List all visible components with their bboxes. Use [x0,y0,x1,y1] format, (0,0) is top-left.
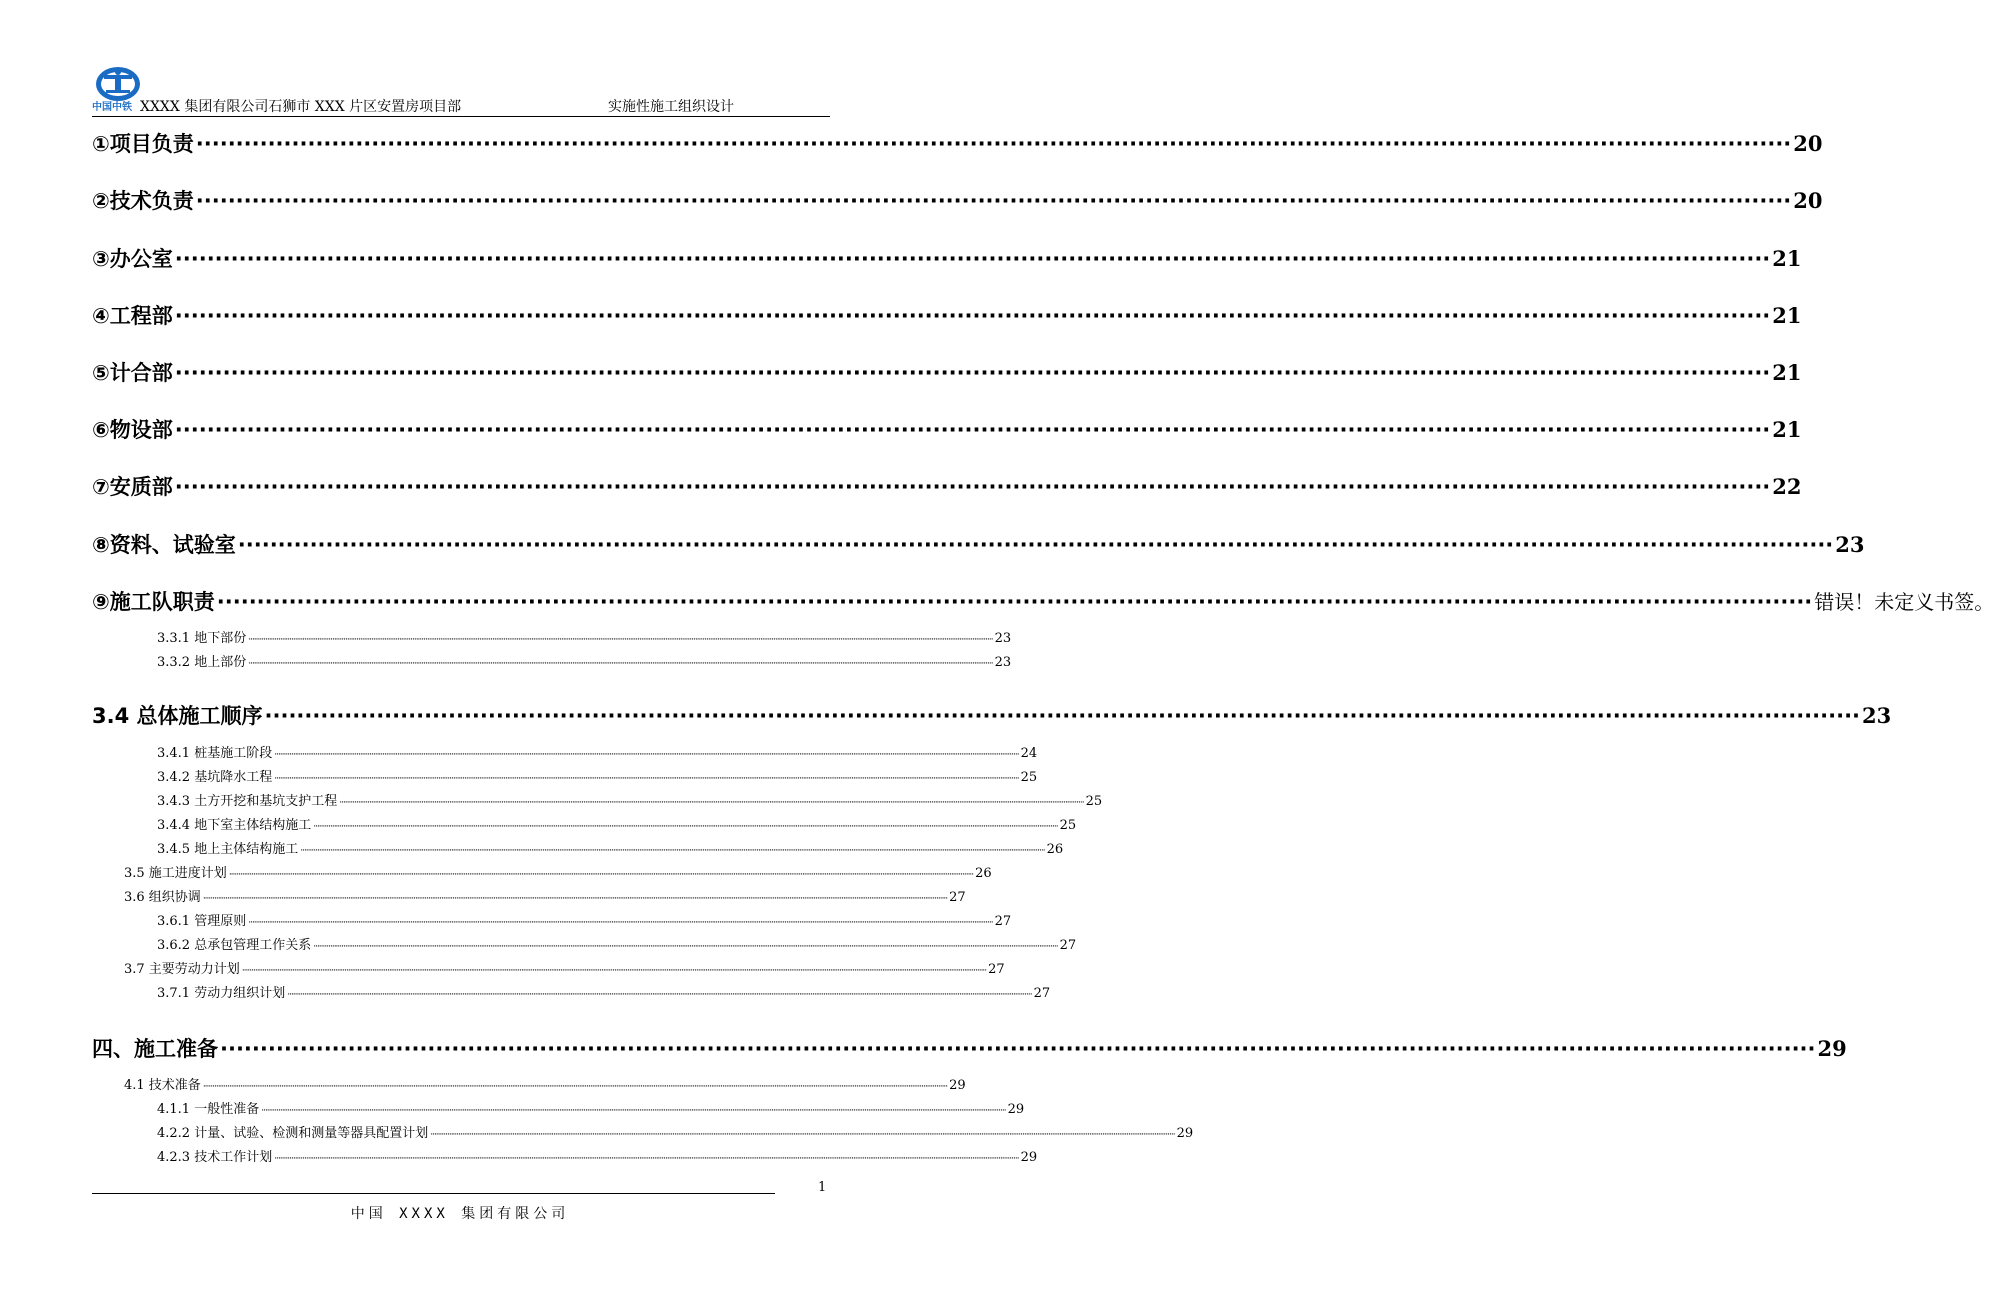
toc-entry[interactable] [92,1033,1847,1063]
toc-entry-title: 3.3.1 地下部份 [157,631,247,646]
toc-entry[interactable] [157,766,1038,785]
toc-entry-page: 25 [1085,794,1103,809]
toc-dot-leader: ········································································································································································································ [216,590,1813,614]
toc-entry[interactable] [124,1074,966,1093]
toc-entry-page: 27 [994,914,1012,929]
toc-entry[interactable] [157,627,1012,646]
toc-dot-leader: ········································································································································································································ [220,1037,1816,1061]
logo-text: 中国中铁 [92,102,132,113]
toc-entry-title: 4.1 技术准备 [124,1078,201,1093]
toc-entry-title: 4.2.3 技术工作计划 [157,1150,273,1165]
toc-entry[interactable] [157,838,1064,857]
toc-entry[interactable] [124,886,966,905]
toc-entry[interactable] [124,958,1005,977]
toc-entry[interactable] [157,910,1012,929]
toc-entry[interactable] [92,243,1802,273]
toc-entry-page: 25 [1020,770,1038,785]
header-document-title: 实施性施工组织设计 [608,99,734,115]
toc-entry[interactable] [157,790,1103,809]
toc-entry-page: 23 [994,655,1012,670]
toc-entry-title: 3.4.1 桩基施工阶段 [157,746,273,761]
toc-dot-leader: ················································································································································································································································································································································································································ [202,1082,948,1092]
toc-entry-page: 21 [1772,417,1802,442]
page-number: 1 [818,1180,827,1195]
toc-entry-page: 29 [1020,1150,1038,1165]
toc-dot-leader: ················································································································································································································································································································································································································ [261,1106,1006,1116]
toc-entry[interactable] [92,185,1823,215]
toc-dot-leader: ················································································································································································································································································································································································································ [274,1154,1019,1164]
toc-dot-leader: ················································································································································································································································································································································································································ [228,870,974,880]
toc-dot-leader: ········································································································································································································ [195,132,1792,156]
toc-entry[interactable] [157,814,1077,833]
toc-entry-page: 29 [1007,1102,1025,1117]
toc-entry[interactable] [157,1122,1194,1141]
footer-divider [92,1193,775,1194]
toc-entry-title: 3.6.2 总承包管理工作关系 [157,938,312,953]
toc-dot-leader: ················································································································································································································································································································································································································ [313,942,1058,952]
header-divider [92,116,830,117]
toc-entry-title: 4.1.1 一般性准备 [157,1102,260,1117]
toc-entry[interactable] [157,742,1038,761]
toc-entry-page: 26 [1046,842,1064,857]
toc-entry-title: 3.7.1 劳动力组织计划 [157,986,286,1001]
toc-entry-page: 27 [1059,938,1077,953]
toc-entry-page: 23 [1862,703,1892,728]
toc-entry-title: ⑨施工队职责 [92,590,215,614]
toc-entry-title: ④工程部 [92,304,173,328]
toc-entry[interactable] [92,700,1892,730]
toc-entry-page: 24 [1020,746,1038,761]
toc-dot-leader: ················································································································································································································································································································································································································ [430,1130,1175,1140]
toc-entry[interactable] [92,471,1802,501]
toc-entry-title: 3.7 主要劳动力计划 [124,962,240,977]
toc-entry[interactable] [92,128,1823,158]
toc-entry[interactable] [157,1098,1025,1117]
toc-dot-leader: ················································································································································································································································································································································································································ [313,822,1058,832]
toc-entry-page: 错误！未定义书签。 [1814,590,1994,614]
toc-entry-page: 22 [1772,474,1802,499]
toc-dot-leader: ········································································································································································································ [174,304,1771,328]
toc-entry-page: 21 [1772,360,1802,385]
toc-entry-title: 3.4.4 地下室主体结构施工 [157,818,312,833]
toc-dot-leader: ········································································································································································································ [237,533,1834,557]
footer-company: 中国 XXXX 集团有限公司 [350,1206,570,1222]
toc-dot-leader: ········································································································································································································ [174,418,1771,442]
toc-dot-leader: ········································································································································································································ [174,361,1771,385]
toc-entry[interactable] [92,300,1802,330]
toc-entry-title: 4.2.2 计量、试验、检测和测量等器具配置计划 [157,1126,429,1141]
toc-entry[interactable] [124,862,992,881]
toc-dot-leader: ················································································································································································································································································································································································································ [274,774,1019,784]
toc-dot-leader: ················································································································································································································································································································································································································ [248,659,993,669]
toc-entry-title: ⑤计合部 [92,361,173,385]
toc-entry-page: 20 [1793,131,1823,156]
toc-entry-title: 3.5 施工进度计划 [124,866,227,881]
toc-entry-title: ①项目负责 [92,132,194,156]
toc-entry[interactable] [92,529,1865,559]
toc-dot-leader: ················································································································································································································································································································································································································ [248,918,993,928]
toc-dot-leader: ················································································································································································································································································································································································································ [287,990,1032,1000]
toc-entry-page: 21 [1772,246,1802,271]
toc-entry[interactable] [92,414,1802,444]
toc-entry-page: 20 [1793,188,1823,213]
toc-entry[interactable] [157,1146,1038,1165]
toc-entry-title: 3.3.2 地上部份 [157,655,247,670]
toc-entry-title: 3.6.1 管理原则 [157,914,247,929]
toc-entry-title: ②技术负责 [92,189,194,213]
toc-dot-leader: ········································································································································································································ [174,475,1771,499]
toc-entry-title: 四、施工准备 [92,1037,218,1061]
toc-entry-title: 3.4 总体施工顺序 [92,704,263,728]
toc-entry-title: ③办公室 [92,247,173,271]
toc-dot-leader: ················································································································································································································································································································································································································ [274,750,1019,760]
toc-entry-page: 26 [975,866,992,881]
toc-entry-page: 25 [1059,818,1077,833]
toc-entry-page: 23 [1835,532,1865,557]
toc-entry[interactable] [157,651,1012,670]
toc-dot-leader: ················································································································································································································································································································································································································ [202,894,948,904]
header-project-name: XXXX 集团有限公司石狮市 XXX 片区安置房项目部 [140,99,462,115]
toc-entry-page: 27 [949,890,966,905]
toc-dot-leader: ········································································································································································································ [264,704,1861,728]
toc-dot-leader: ················································································································································································································································································································································································································ [241,966,987,976]
toc-entry-title: ⑥物设部 [92,418,173,442]
toc-dot-leader: ········································································································································································································ [174,247,1771,271]
toc-dot-leader: ········································································································································································································ [195,189,1792,213]
toc-entry-title: ⑧资料、试验室 [92,533,236,557]
toc-dot-leader: ················································································································································································································································································································································································································ [339,798,1084,808]
toc-entry-title: 3.4.3 土方开挖和基坑支护工程 [157,794,338,809]
toc-entry-title: 3.6 组织协调 [124,890,201,905]
toc-entry-page: 27 [1033,986,1051,1001]
toc-entry-page: 21 [1772,303,1802,328]
toc-entry-page: 27 [988,962,1005,977]
toc-entry-title: 3.4.2 基坑降水工程 [157,770,273,785]
toc-entry-page: 29 [949,1078,966,1093]
toc-entry-title: 3.4.5 地上主体结构施工 [157,842,299,857]
page-header [92,58,830,120]
toc-entry[interactable] [157,934,1077,953]
toc-entry-title: ⑦安质部 [92,475,173,499]
toc-dot-leader: ················································································································································································································································································································································································································ [248,635,993,645]
toc-entry[interactable] [92,586,1994,616]
toc-entry-page: 29 [1176,1126,1194,1141]
toc-dot-leader: ················································································································································································································································································································································································································ [300,846,1045,856]
toc-entry[interactable] [157,982,1051,1001]
toc-entry-page: 29 [1817,1036,1847,1061]
toc-entry-page: 23 [994,631,1012,646]
toc-entry[interactable] [92,357,1802,387]
